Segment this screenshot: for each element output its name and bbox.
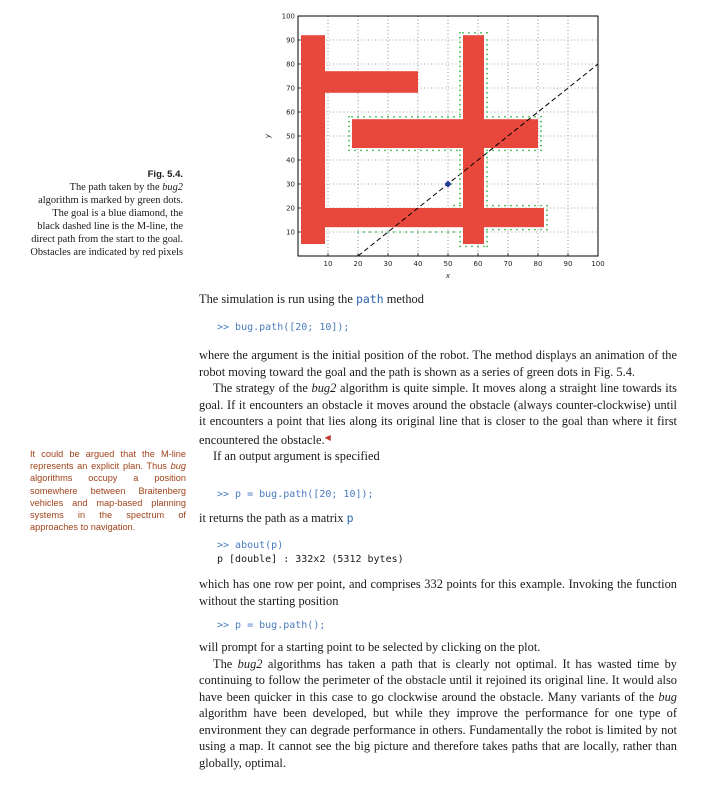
- path-dot: [474, 32, 476, 34]
- path-dot: [423, 116, 425, 118]
- path-dot: [348, 130, 350, 132]
- path-dot: [486, 92, 488, 94]
- x-tick-label: 20: [353, 260, 363, 268]
- path-dot: [486, 39, 488, 41]
- path-dot: [546, 214, 548, 216]
- x-tick-label: 50: [443, 260, 453, 268]
- path-dot: [459, 42, 461, 44]
- paragraph-6: [199, 576, 677, 609]
- p1-text: The simulation is run using the: [199, 292, 356, 306]
- path-dot: [540, 229, 542, 231]
- path-dot: [486, 190, 488, 192]
- path-dot: [438, 150, 440, 152]
- x-tick-label: 100: [591, 260, 605, 268]
- obstacle-rect: [325, 71, 418, 93]
- path-dot: [540, 135, 542, 137]
- caption-text-2: algorithm is marked by green dots. The goal is a blue diamond, the black dashed line is the M-line, the direct path from the start to the goal. Obstacles are indicated by red pixels: [30, 195, 183, 258]
- path-dot: [534, 205, 536, 207]
- path-dot: [459, 188, 461, 190]
- path-dot: [459, 109, 461, 111]
- path-dot: [459, 116, 461, 118]
- y-tick-label: 40: [286, 156, 295, 165]
- path-dot: [486, 116, 488, 118]
- path-dot: [459, 205, 461, 207]
- path-dot: [387, 116, 389, 118]
- y-tick-label: 80: [286, 60, 295, 69]
- path-dot: [510, 116, 512, 118]
- x-tick-label: 40: [413, 260, 423, 268]
- path-dot: [462, 32, 464, 34]
- path-dot: [486, 162, 488, 164]
- path-dot: [546, 224, 548, 226]
- path-dot: [393, 231, 395, 233]
- x-tick-label: 80: [533, 260, 543, 268]
- y-tick-label: 100: [281, 12, 295, 21]
- goal-marker: [445, 181, 452, 188]
- path-dot: [456, 150, 458, 152]
- path-dot: [459, 66, 461, 68]
- path-dot: [459, 159, 461, 161]
- path-dot: [480, 32, 482, 34]
- path-dot: [435, 116, 437, 118]
- path-dot: [486, 106, 488, 108]
- paragraph-8: [199, 656, 677, 772]
- path-dot: [348, 140, 350, 142]
- caption-text-1: The path taken by the: [69, 182, 163, 193]
- figure-label: Fig. 5.4.: [147, 169, 183, 180]
- p6: which has one row per point, and comprises 332 points for this example. Invoking the function without the starting position: [199, 577, 677, 608]
- path-dot: [348, 126, 350, 128]
- path-dot: [348, 135, 350, 137]
- y-tick-label: 70: [286, 84, 295, 93]
- path-dot: [534, 229, 536, 231]
- path-dot: [435, 231, 437, 233]
- path-dot: [459, 61, 461, 63]
- path-dot: [399, 116, 401, 118]
- code-3-line-2: p [double] : 332x2 (5312 bytes): [217, 553, 404, 565]
- path-dot: [363, 116, 365, 118]
- path-dot: [486, 241, 488, 243]
- p5-code: p: [346, 511, 354, 525]
- goal-diamond: [445, 181, 452, 188]
- path-dot: [522, 229, 524, 231]
- path-dot: [504, 150, 506, 152]
- path-dot: [486, 205, 488, 207]
- path-dot: [450, 150, 452, 152]
- path-dot: [486, 49, 488, 51]
- path-dot: [540, 205, 542, 207]
- path-dot: [459, 75, 461, 77]
- path-dot: [369, 116, 371, 118]
- p8-a: The: [213, 656, 238, 671]
- code-3-line-1: >> about(p): [217, 540, 284, 551]
- paragraph-7: [199, 639, 677, 771]
- path-dot: [528, 150, 530, 152]
- path-dot: [540, 145, 542, 147]
- path-dot: [528, 205, 530, 207]
- path-dot: [453, 205, 455, 207]
- path-dot: [486, 102, 488, 104]
- path-dot: [459, 90, 461, 92]
- path-dot: [486, 171, 488, 173]
- path-dot: [459, 85, 461, 87]
- path-dot: [486, 229, 488, 231]
- path-dot: [453, 231, 455, 233]
- path-dot: [510, 150, 512, 152]
- code-4: >> p = bug.path();: [217, 620, 326, 631]
- path-dot: [432, 150, 434, 152]
- path-dot: [486, 63, 488, 65]
- path-dot: [486, 231, 488, 233]
- path-dot: [393, 116, 395, 118]
- margin-note-marker-icon: ◀: [324, 432, 331, 442]
- path-dot: [498, 116, 500, 118]
- path-dot: [459, 46, 461, 48]
- path-dot: [378, 150, 380, 152]
- path-dot: [459, 114, 461, 116]
- path-dot: [447, 116, 449, 118]
- path-dot: [420, 150, 422, 152]
- path-dot: [486, 181, 488, 183]
- path-dot: [348, 150, 350, 152]
- margin-note-text-1: It could be argued that the M-line represents an explicit plan. Thus: [30, 449, 186, 472]
- figure-caption: [30, 168, 183, 259]
- path-dot: [459, 169, 461, 171]
- path-dot: [486, 44, 488, 46]
- path-dot: [486, 236, 488, 238]
- path-dot: [486, 68, 488, 70]
- path-dot: [348, 116, 350, 118]
- p1-tail: method: [383, 292, 424, 306]
- path-dot: [486, 246, 488, 248]
- path-dot: [444, 150, 446, 152]
- path-dot: [498, 150, 500, 152]
- y-tick-label: 90: [286, 36, 295, 45]
- obstacle-rect: [352, 119, 538, 148]
- path-dot: [486, 87, 488, 89]
- path-dot: [417, 231, 419, 233]
- path-dot: [486, 32, 488, 34]
- paragraph-3: [199, 380, 677, 448]
- path-dot: [363, 231, 365, 233]
- bug2-path-figure: [252, 8, 612, 298]
- margin-note-bug: bug: [170, 461, 186, 472]
- path-dot: [408, 150, 410, 152]
- path-dot: [522, 116, 524, 118]
- path-dot: [360, 150, 362, 152]
- p3-bug2: bug2: [311, 381, 337, 395]
- caption-bug2: bug2: [162, 182, 183, 193]
- path-dot: [486, 82, 488, 84]
- obstacle-rect: [301, 35, 325, 244]
- path-dot: [441, 116, 443, 118]
- path-dot: [459, 174, 461, 176]
- path-dot: [510, 205, 512, 207]
- path-dot: [486, 54, 488, 56]
- code-1: >> bug.path([20; 10]);: [217, 322, 350, 333]
- path-dot: [486, 78, 488, 80]
- y-tick-label: 60: [286, 108, 295, 117]
- path-dot: [351, 116, 353, 118]
- p8-bug2: bug2: [237, 656, 263, 671]
- path-dot: [471, 246, 473, 248]
- x-tick-label: 30: [383, 260, 393, 268]
- p3-a: The strategy of the: [213, 381, 312, 395]
- margin-note: [30, 448, 186, 533]
- path-dot: [453, 116, 455, 118]
- y-tick-label: 30: [286, 180, 295, 189]
- path-dot: [384, 150, 386, 152]
- path-dot: [516, 116, 518, 118]
- path-dot: [459, 70, 461, 72]
- path-dot: [459, 51, 461, 53]
- path-dot: [486, 97, 488, 99]
- path-dot: [486, 166, 488, 168]
- path-dot: [429, 231, 431, 233]
- x-axis-label: x: [445, 272, 451, 280]
- path-dot: [546, 229, 548, 231]
- path-dot: [504, 116, 506, 118]
- code-block-1: [217, 321, 349, 335]
- path-dot: [396, 150, 398, 152]
- path-dot: [423, 231, 425, 233]
- path-dot: [534, 150, 536, 152]
- path-dot: [459, 202, 461, 204]
- path-dot: [477, 246, 479, 248]
- path-dot: [459, 236, 461, 238]
- path-dot: [375, 116, 377, 118]
- p7: will prompt for a starting point to be selected by clicking on the plot.: [199, 640, 541, 654]
- path-dot: [486, 111, 488, 113]
- path-dot: [528, 116, 530, 118]
- path-dot: [459, 154, 461, 156]
- path-dot: [486, 58, 488, 60]
- path-dot: [354, 150, 356, 152]
- path-dot: [429, 116, 431, 118]
- x-tick-label: 10: [323, 260, 333, 268]
- path-dot: [459, 56, 461, 58]
- path-dot: [399, 231, 401, 233]
- path-dot: [459, 104, 461, 106]
- path-dot: [411, 116, 413, 118]
- x-tick-label: 70: [503, 260, 513, 268]
- x-tick-label: 90: [563, 260, 573, 268]
- p5-text: it returns the path as a matrix: [199, 511, 347, 525]
- path-dot: [405, 116, 407, 118]
- path-dot: [486, 157, 488, 159]
- path-dot: [357, 116, 359, 118]
- path-dot: [516, 229, 518, 231]
- path-dot: [381, 116, 383, 118]
- path-dot: [483, 246, 485, 248]
- paragraph-5: [199, 510, 677, 527]
- path-dot: [546, 205, 548, 207]
- p8-bug: bug: [658, 689, 677, 704]
- path-dot: [459, 99, 461, 101]
- path-dot: [372, 150, 374, 152]
- x-tick-label: 60: [473, 260, 483, 268]
- path-dot: [402, 150, 404, 152]
- path-dot: [459, 80, 461, 82]
- path-dot: [486, 176, 488, 178]
- path-dot: [486, 186, 488, 188]
- code-2: >> p = bug.path([20; 10]);: [217, 489, 374, 500]
- code-block-4: [217, 619, 325, 633]
- p1-code: path: [355, 292, 384, 306]
- path-dot: [459, 32, 461, 34]
- path-dot: [522, 150, 524, 152]
- path-dot: [546, 219, 548, 221]
- path-dot: [411, 231, 413, 233]
- obstacles: [301, 35, 544, 244]
- y-tick-label: 10: [286, 228, 295, 237]
- path-dot: [498, 229, 500, 231]
- path-dot: [498, 205, 500, 207]
- p4: If an output argument is specified: [213, 449, 380, 463]
- path-dot: [459, 178, 461, 180]
- y-tick-label: 50: [286, 132, 295, 141]
- path-dot: [540, 140, 542, 142]
- path-dot: [540, 121, 542, 123]
- path-dot: [387, 231, 389, 233]
- path-dot: [504, 229, 506, 231]
- path-dot: [486, 152, 488, 154]
- path-dot: [486, 200, 488, 202]
- path-dot: [546, 210, 548, 212]
- path-dot: [348, 121, 350, 123]
- path-dot: [459, 193, 461, 195]
- path-dot: [516, 205, 518, 207]
- path-dot: [492, 150, 494, 152]
- path-dot: [459, 94, 461, 96]
- path-dot: [486, 195, 488, 197]
- margin-note-text-2: algorithms occupy a position somewhere between Braitenberg vehicles and map-based planning systems in the spectrum of approaches to navigation.: [30, 473, 186, 533]
- path-dot: [459, 37, 461, 39]
- code-block-2: [217, 488, 374, 502]
- p3-b: algorithm is quite simple. It moves along a straight line towards its goal. If it encounters an obstacle it moves around the obstacle (always counter-clockwise) until it encounters a point that lies along its original line that is closer to the goal than where it first encountered the obstacle.: [199, 381, 678, 447]
- path-dot: [468, 32, 470, 34]
- path-dot: [540, 130, 542, 132]
- path-dot: [459, 198, 461, 200]
- path-dot: [459, 183, 461, 185]
- path-dot: [492, 205, 494, 207]
- path-dot: [486, 73, 488, 75]
- path-dot: [414, 150, 416, 152]
- path-dot: [447, 231, 449, 233]
- paragraph-2: [199, 347, 677, 465]
- path-dot: [486, 150, 488, 152]
- path-dot: [369, 231, 371, 233]
- path-dot: [534, 116, 536, 118]
- path-dot: [357, 231, 359, 233]
- p8-b: algorithms has taken a path that is clearly not optimal. It has wasted time by continuing to follow the perimeter of the obstacle until it rejoined its original line. It would also have been quicker in this case to go clockwise around the obstacle. Many variants of the: [199, 656, 677, 704]
- path-dot: [510, 229, 512, 231]
- path-dot: [381, 231, 383, 233]
- path-dot: [366, 150, 368, 152]
- path-dot: [459, 241, 461, 243]
- path-dot: [417, 116, 419, 118]
- path-dot: [459, 231, 461, 233]
- p8-c: algorithm have been developed, but while they improve the performance for one type of environment they can degrade performance in others. Fundamentally the robot is limited by not using a map. It cannot see the big picture and therefore takes paths that are locally, rather than globally, optimal.: [199, 706, 677, 770]
- path-dot: [459, 246, 461, 248]
- path-dot: [348, 145, 350, 147]
- path-dot: [375, 231, 377, 233]
- path-dot: [459, 150, 461, 152]
- path-dot: [426, 150, 428, 152]
- obstacle-rect: [325, 208, 544, 227]
- path-dot: [522, 205, 524, 207]
- path-dot: [465, 246, 467, 248]
- paragraph-1: [199, 291, 677, 308]
- path-dot: [459, 164, 461, 166]
- y-tick-label: 20: [286, 204, 295, 213]
- y-axis-label: y: [264, 133, 272, 139]
- path-dot: [441, 231, 443, 233]
- path-dot: [405, 231, 407, 233]
- path-dot: [492, 229, 494, 231]
- path-dot: [540, 126, 542, 128]
- path-dot: [540, 150, 542, 152]
- p2: where the argument is the initial position of the robot. The method displays an animation of the robot moving toward the goal and the path is shown as a series of green dots in Fig. 5.4.: [199, 348, 677, 379]
- path-dot: [492, 116, 494, 118]
- path-dot: [504, 205, 506, 207]
- path-dot: [516, 150, 518, 152]
- path-dot: [540, 116, 542, 118]
- path-dot: [390, 150, 392, 152]
- path-dot: [528, 229, 530, 231]
- code-block-3: [217, 539, 404, 566]
